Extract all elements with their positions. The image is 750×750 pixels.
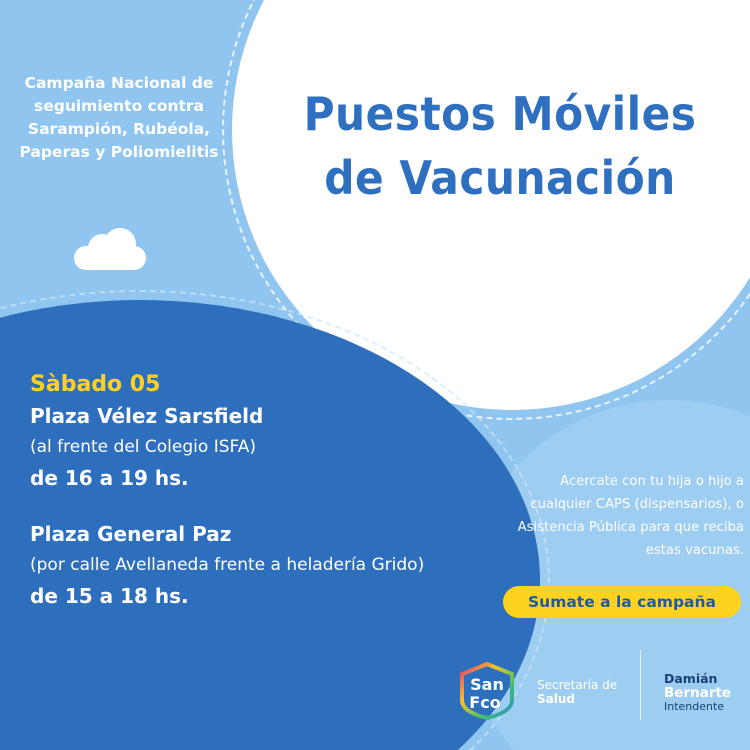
- campaign-text: Campaña Nacional de seguimiento contra Sarampión, Rubéola, Paperas y Poliomielitis: [19, 74, 219, 161]
- place-1-note: (al frente del Colegio ISFA): [30, 437, 256, 457]
- intendente-logo: [664, 672, 731, 714]
- san-fco-logo: [456, 660, 518, 720]
- name-last: Bernarte: [664, 685, 732, 701]
- place-2: Plaza General Paz: [30, 522, 232, 546]
- secretaria-line-2: Salud: [537, 692, 575, 706]
- cloud-icon: [74, 228, 146, 270]
- logo-divider: [640, 650, 641, 720]
- name-role: Intendente: [664, 700, 725, 713]
- place-1-hours: de 16 a 19 hs.: [30, 466, 189, 490]
- place-1: Plaza Vélez Sarsfield: [30, 404, 264, 428]
- san-fco-line-1: San: [470, 675, 504, 694]
- secretaria-line-1: Secretaría de: [537, 678, 618, 692]
- info-text: Acercate con tu hija o hijo a cualquier CAPS (dispensarios), o Asistencia Pública para que reciba estas vacunas.: [517, 474, 744, 558]
- schedule-block: [30, 370, 470, 612]
- place-2-note: (por calle Avellaneda frente a heladería Grido): [30, 555, 425, 575]
- san-fco-line-2: Fco: [469, 693, 501, 712]
- title-line-1: Puestos Móviles: [303, 87, 697, 141]
- name-first: Damián: [664, 671, 718, 686]
- place-2-hours: de 15 a 18 hs.: [30, 584, 189, 608]
- schedule-day: Sàbado 05: [30, 372, 161, 397]
- join-campaign-button[interactable]: Sumate a la campaña: [503, 586, 741, 618]
- title-line-2: de Vacunación: [324, 151, 676, 205]
- secretaria-logo: [537, 678, 617, 706]
- page-title: [270, 82, 730, 210]
